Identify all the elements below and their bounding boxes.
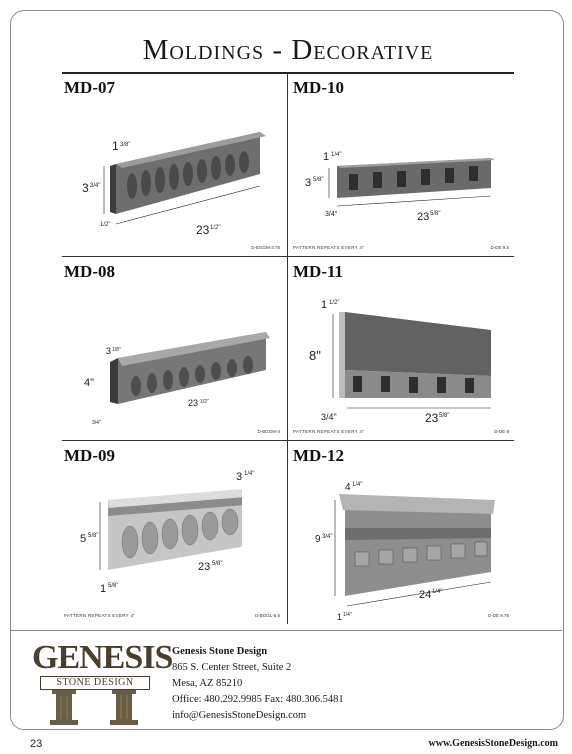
dim-base: 1/2" <box>100 222 111 228</box>
dim-top-frac: 1/4" <box>352 482 363 488</box>
dim-side: 3 <box>305 177 312 189</box>
column-pillars-icon <box>32 690 156 726</box>
molding-md-12-image <box>289 442 515 624</box>
molding-md-11-image <box>289 258 515 440</box>
dim-top-frac: 1/4" <box>244 471 255 477</box>
pattern-note: PATTERN REPEATS EVERY 4" <box>293 245 365 250</box>
dim-base: 1 <box>337 612 343 622</box>
molding-code: MD-07 <box>64 78 115 97</box>
dim-length-frac: 1/2" <box>210 225 221 231</box>
dim-base: 3/4" <box>321 412 337 422</box>
sku-code: D-BGGL-5.6 <box>254 613 280 618</box>
sku-code: D-DE 9.5 <box>490 245 509 250</box>
dim-length-frac: 5/8" <box>430 211 441 217</box>
dim-length-frac: 1/4" <box>432 589 443 595</box>
molding-md-09-top-label <box>236 454 280 494</box>
dim-side: 8" <box>309 348 321 363</box>
molding-md-08-image <box>60 258 286 440</box>
sku-code: D-DE 8 <box>494 429 509 434</box>
dim-top: 3 <box>106 346 112 356</box>
dim-base: 3/4" <box>92 420 101 426</box>
molding-cell-md-11 <box>289 258 515 440</box>
dim-length-frac: 5/8" <box>212 561 223 567</box>
catalog-sheet <box>60 28 516 624</box>
dim-top: 1 <box>112 139 119 153</box>
page-number: 23 <box>30 738 43 750</box>
email-address: info@GenesisStoneDesign.com <box>172 710 307 721</box>
dim-top: 1 <box>321 299 328 311</box>
molding-code: MD-08 <box>64 262 115 281</box>
molding-code: MD-12 <box>293 446 344 465</box>
pattern-note: PATTERN REPEATS EVERY 4" <box>64 613 136 618</box>
molding-code: MD-10 <box>293 78 344 97</box>
logo-wordmark: GENESIS <box>32 639 173 676</box>
dim-side-frac: 5/8" <box>88 533 99 539</box>
dim-base-frac: 1/4" <box>343 612 352 618</box>
dim-length: 24 <box>419 589 432 601</box>
sku-code: D-DE 9.75 <box>487 613 509 618</box>
dim-length: 23 <box>198 561 211 573</box>
sku-code: D-EGGM-3.75 <box>251 245 280 250</box>
dim-top-frac: 1/2" <box>329 300 340 306</box>
molding-md-07-image <box>60 74 286 256</box>
genesis-logo <box>32 639 173 724</box>
sku-code: D-BGGM-4 <box>257 429 280 434</box>
city-state-zip: Mesa, AZ 85210 <box>172 678 243 689</box>
molding-code: MD-09 <box>64 446 115 465</box>
website-url: www.GenesisStoneDesign.com <box>428 738 558 749</box>
molding-cell-md-09 <box>60 442 286 624</box>
pattern-note: PATTERN REPEATS EVERY 4" <box>293 429 365 434</box>
dim-top-frac: 1/4" <box>331 152 342 158</box>
molding-cell-md-10 <box>289 74 515 256</box>
dim-top: 1 <box>323 151 330 163</box>
dim-base: 1 <box>100 583 107 595</box>
logo-subtitle: STONE DESIGN <box>40 676 150 690</box>
dim-side-frac: 3/4" <box>90 183 101 189</box>
dim-length: 23 <box>425 411 439 425</box>
molding-cell-md-12 <box>289 442 515 624</box>
dim-side: 3 <box>82 181 89 195</box>
molding-md-10-image <box>289 74 515 256</box>
dim-side: 9 <box>315 534 321 545</box>
column-divider <box>287 74 288 624</box>
row-divider-1 <box>62 256 514 257</box>
dim-length-frac: 1/2" <box>200 399 209 405</box>
dim-base: 3/4" <box>325 211 338 218</box>
dim-side: 5 <box>80 533 87 545</box>
row-divider-2 <box>62 440 514 441</box>
molding-code: MD-11 <box>293 262 344 281</box>
page-title: Moldings - Decorative <box>142 34 434 66</box>
street-address: 865 S. Center Street, Suite 2 <box>172 662 292 673</box>
company-name: Genesis Stone Design <box>172 646 268 657</box>
contact-block <box>172 644 344 724</box>
dim-side-frac: 3/4" <box>322 534 333 540</box>
molding-md-09-image <box>60 442 242 624</box>
dim-top: 4 <box>345 482 351 493</box>
molding-cell-md-07 <box>60 74 286 256</box>
dim-length: 23 <box>417 211 430 223</box>
dim-top-frac: 1/8" <box>112 347 121 353</box>
dim-top: 3 <box>236 471 243 483</box>
molding-cell-md-08 <box>60 258 286 440</box>
dim-side-frac: 5/8" <box>313 177 324 183</box>
dim-side: 4" <box>84 377 95 389</box>
footer-rule <box>10 630 562 631</box>
phone-numbers: Office: 480.292.9985 Fax: 480.306.5481 <box>172 694 344 705</box>
dim-top-frac: 3/8" <box>120 142 131 148</box>
dim-length: 23 <box>188 398 199 408</box>
dim-length-frac: 5/8" <box>439 413 450 419</box>
dim-length: 23 <box>196 223 210 237</box>
dim-base-frac: 5/8" <box>108 583 119 589</box>
